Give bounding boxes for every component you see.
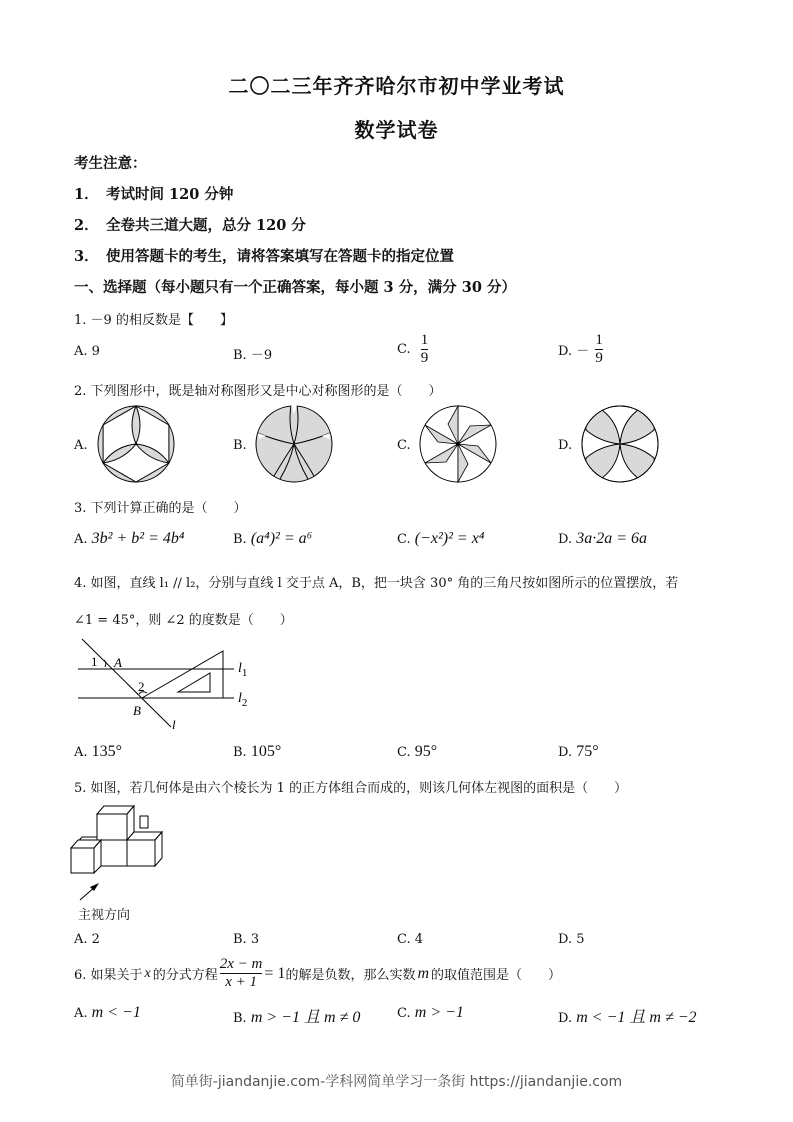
line-l1-label: $l_1$ [238, 661, 248, 679]
notice-heading: 考生注意： [74, 155, 147, 172]
q2-figure-c [418, 404, 498, 484]
q1-option-c: C. $\frac{1}{9}$ [397, 332, 429, 366]
q3-option-d: D. 3a·2a = 6a [558, 530, 648, 547]
q3-option-b: B. (a⁴)² = a⁶ [233, 530, 313, 547]
q5-option-c: C. 4 [397, 932, 424, 947]
notice-item-1-num: 1． [74, 186, 99, 203]
q4-option-a: A. 135° [74, 743, 123, 760]
point-b-label: B [133, 703, 141, 718]
exam-title: 二〇二三年齐齐哈尔市初中学业考试 [228, 74, 565, 98]
notice-item-1: 考试时间 120 分钟 [106, 186, 234, 203]
q6-option-c: C. m > −1 [397, 1004, 464, 1021]
angle-2-label: 2 [138, 679, 145, 694]
question-1-stem: 1. －9 的相反数是【 】 [74, 313, 233, 328]
question-4-stem-line2: ∠1 = 45°，则 ∠2 的度数是（ ） [74, 613, 293, 628]
q2-figure-b [254, 404, 334, 484]
q6-option-a: A. m < −1 [74, 1004, 141, 1021]
q2-figure-a [96, 404, 176, 484]
question-5-stem: 5. 如图，若几何体是由六个棱长为 1 的正方体组合而成的，则该几何体左视图的面积是（ ） [74, 781, 628, 796]
q4-option-c: C. 95° [397, 743, 438, 760]
q1-option-d: D. － $\frac{1}{9}$ [558, 332, 603, 366]
line-l-label: l [172, 717, 176, 732]
q2-figure-d [580, 404, 660, 484]
question-3-stem: 3. 下列计算正确的是（ ） [74, 501, 247, 516]
angle-1-label: 1 [91, 654, 98, 669]
footer-watermark: 简单街-jiandanjie.com-学科网简单学习一条街 https://jiandanjie.com [170, 1074, 623, 1090]
question-2-stem: 2. 下列图形中，既是轴对称图形又是中心对称图形的是（ ） [74, 384, 442, 399]
notice-item-3-num: 3． [74, 248, 99, 265]
q2-option-b-label: B. [233, 438, 247, 453]
q5-option-d: D. 5 [558, 932, 585, 947]
q2-option-a-label: A. [74, 438, 88, 453]
q3-option-c: C. (−x²)² = x⁴ [397, 530, 485, 547]
notice-item-2-num: 2． [74, 217, 99, 234]
q1-option-a: A. 9 [74, 344, 100, 359]
question-6-stem: 6. 如果关于 x 的分式方程 $\frac{2x - m}{x + 1}$ = 1 的解是负数，那么实数 m 的取值范围是（ ） [74, 956, 562, 990]
point-a-label: A [114, 655, 122, 670]
q3-option-a: A. 3b² + b² = 4b⁴ [74, 530, 185, 547]
q1-option-b: B. －9 [233, 348, 273, 363]
q5-option-b: B. 3 [233, 932, 260, 947]
q5-cube-figure [70, 808, 180, 908]
q5-option-a: A. 2 [74, 932, 100, 947]
q6-option-b: B. m > −1 且 m ≠ 0 [233, 1009, 361, 1026]
q2-option-c-label: C. [397, 438, 411, 453]
notice-item-3: 使用答题卡的考生，请将答案填写在答题卡的指定位置 [106, 248, 454, 265]
q5-view-direction-caption: 主视方向 [78, 908, 131, 923]
section-title: 一、选择题（每小题只有一个正确答案，每小题 3 分，满分 30 分） [74, 279, 516, 296]
question-4-stem-line1: 4. 如图，直线 l₁ // l₂，分别与直线 l 交于点 A，B，把一块含 30° 角的三角尺按如图所示的位置摆放，若 [74, 576, 679, 591]
notice-item-2: 全卷共三道大题，总分 120 分 [106, 217, 306, 234]
q6-option-d: D. m < −1 且 m ≠ −2 [558, 1009, 697, 1026]
q4-option-d: D. 75° [558, 743, 599, 760]
q4-figure [60, 630, 320, 740]
exam-subtitle: 数学试卷 [354, 118, 439, 142]
q2-option-d-label: D. [558, 438, 573, 453]
q4-option-b: B. 105° [233, 743, 282, 760]
line-l2-label: $l_2$ [238, 691, 248, 709]
